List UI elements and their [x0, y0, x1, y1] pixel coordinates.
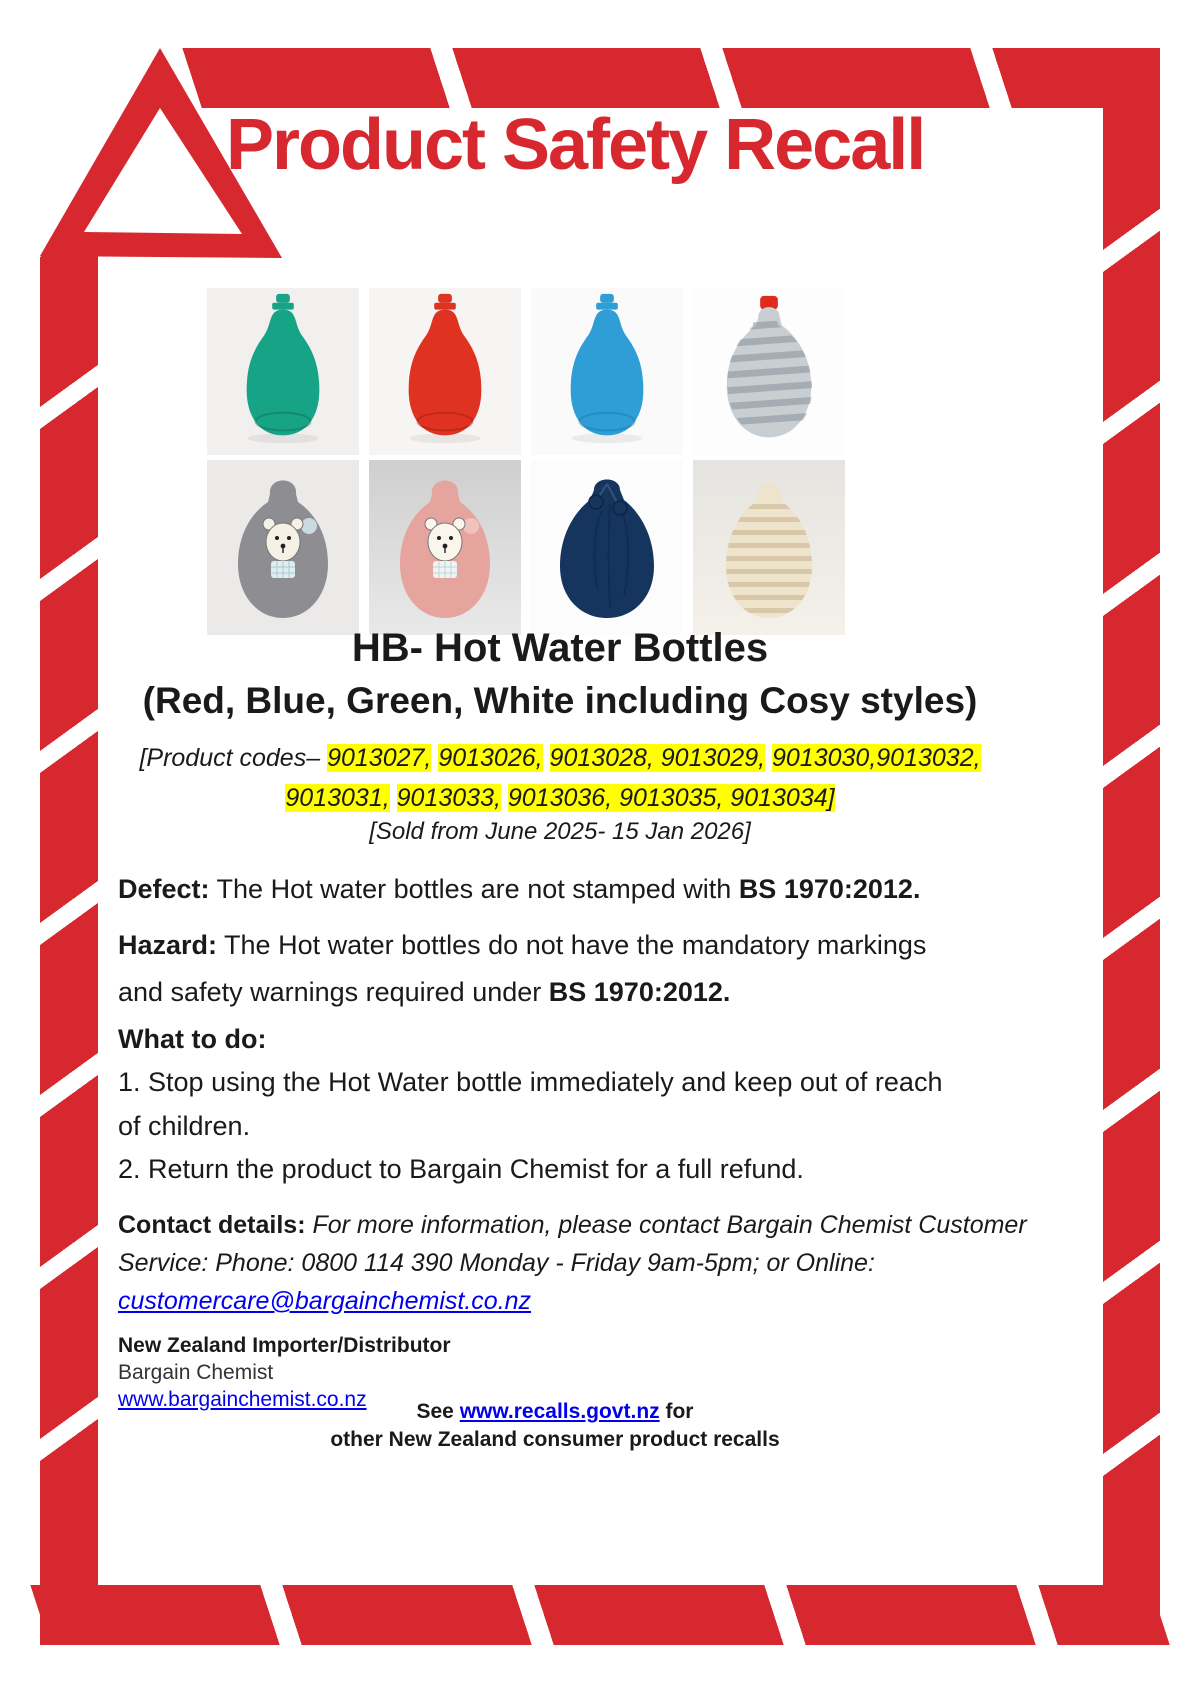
standard-reference: BS 1970:2012.	[738, 874, 921, 904]
importer-label: New Zealand Importer/Distributor	[118, 1334, 451, 1357]
photo-cream-striped-cosy	[693, 460, 845, 635]
bottle-shape	[247, 294, 320, 435]
hazard-paragraph: Hazard: The Hot water bottles do not have the mandatory markings and safety warnings required under BS 1970:2012.	[118, 930, 927, 1007]
code-highlight: 9013033,	[396, 784, 501, 812]
code-highlight: 9013028, 9013029,	[549, 744, 766, 772]
border-stripe-right	[1103, 59, 1160, 1645]
bear-bib	[271, 561, 295, 578]
border-corner-top-right	[1103, 48, 1160, 110]
importer-website-link[interactable]: www.bargainchemist.co.nz	[118, 1388, 367, 1411]
photo-pink-bear-cosy	[369, 460, 521, 635]
photo-red-rubber-bottle	[369, 288, 521, 455]
codes-prefix: [Product codes–	[139, 744, 321, 772]
cosy-shape	[560, 480, 654, 619]
hazard-label: Hazard:	[118, 930, 218, 960]
border-corner-bottom-left	[40, 1565, 98, 1645]
border-corner-bottom-right	[1103, 1565, 1160, 1645]
code-highlight: 9013036, 9013035, 9013034]	[507, 784, 835, 812]
photo-green-rubber-bottle	[207, 288, 359, 455]
product-photos-row-1	[207, 288, 845, 455]
product-codes-line-1	[0, 744, 1120, 773]
page-title: Product Safety Recall	[226, 105, 925, 185]
code-highlight: 9013031,	[285, 784, 390, 812]
recalls-footer-note: See www.recalls.govt.nz for other New Zealand consumer product recalls	[330, 1400, 780, 1451]
bottle-shape	[571, 294, 644, 435]
product-codes-line-2	[0, 784, 1120, 813]
importer-name: Bargain Chemist	[118, 1361, 274, 1384]
recalls-govt-link[interactable]: www.recalls.govt.nz	[459, 1400, 660, 1423]
photo-blue-rubber-bottle	[531, 288, 683, 455]
bear-bib	[433, 561, 457, 578]
recall-product-subtitle: (Red, Blue, Green, White including Cosy styles)	[142, 680, 978, 721]
code-highlight: 9013026,	[438, 744, 543, 772]
bottle-shape	[409, 294, 482, 435]
defect-paragraph: Defect: The Hot water bottles are not stamped with BS 1970:2012.	[118, 874, 921, 904]
border-stripe-bottom	[30, 1585, 1169, 1645]
sold-dates: [Sold from June 2025- 15 Jan 2026]	[369, 818, 751, 845]
photo-grey-bear-cosy	[207, 460, 359, 635]
code-highlight: 9013027,	[327, 744, 432, 772]
border-stripe-top	[182, 48, 1159, 108]
code-highlight: 9013030,9013032,	[772, 744, 981, 772]
standard-reference: BS 1970:2012.	[548, 977, 731, 1007]
photo-grey-striped-cosy	[693, 288, 845, 455]
step-2: 2. Return the product to Bargain Chemist for a full refund.	[118, 1154, 804, 1184]
step-1: 1. Stop using the Hot Water bottle immediately and keep out of reach of children.	[118, 1067, 943, 1141]
product-photos-row-2	[207, 460, 845, 635]
defect-label: Defect:	[118, 874, 210, 904]
customer-care-email-link[interactable]: customercare@bargainchemist.co.nz	[118, 1287, 532, 1315]
recall-product-title: HB- Hot Water Bottles	[351, 626, 769, 670]
contact-paragraph: Contact details: For more information, please contact Bargain Chemist Customer Service: Phone: 0800 114 390 Monday - Friday 9am-5pm; or Online: customercare@bargainchemist.co.nz	[118, 1211, 1027, 1315]
photo-navy-pompom-cosy	[531, 460, 683, 635]
what-to-do-heading: What to do:	[118, 1024, 267, 1054]
contact-label: Contact details:	[118, 1211, 306, 1239]
